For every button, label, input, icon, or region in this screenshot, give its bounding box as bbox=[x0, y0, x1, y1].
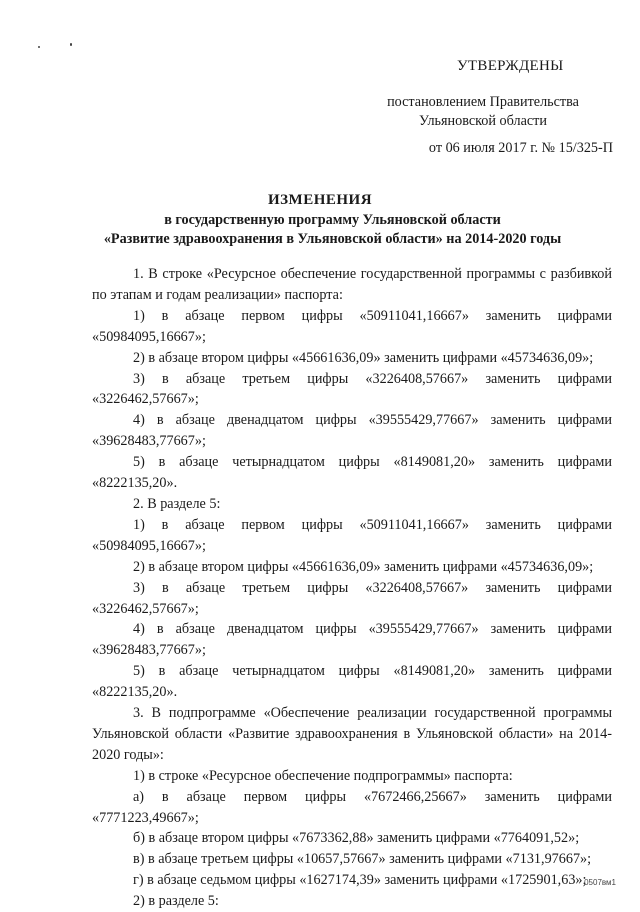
subtitle-line-1: в государственную программу Ульяновской области bbox=[164, 212, 501, 228]
approval-line-1: постановлением Правительства bbox=[387, 94, 579, 110]
approval-date: от 06 июля 2017 г. № 15/325-П bbox=[428, 140, 613, 156]
scan-speck bbox=[70, 43, 72, 46]
document-subtitle bbox=[60, 211, 605, 249]
paragraph: 2) в абзаце втором цифры «45661636,09» заменить цифрами «45734636,09»; bbox=[133, 558, 594, 575]
paragraph: 2) в разделе 5: bbox=[133, 893, 219, 910]
document-code: 0507вм1 bbox=[584, 878, 616, 887]
document-body bbox=[92, 264, 612, 912]
paragraph: 1. В строке «Ресурсное обеспечение государственной программы с разбивкой по этапам и годам реализации» паспорта: bbox=[92, 266, 612, 303]
paragraph: а) в абзаце первом цифры «7672466,25667» заменить цифрами «7771223,49667»; bbox=[92, 788, 612, 826]
paragraph: 5) в абзаце четырнадцатом цифры «8149081,20» заменить цифрами «8222135,20». bbox=[92, 454, 612, 492]
paragraph: 1) в строке «Ресурсное обеспечение подпрограммы» паспорта: bbox=[133, 767, 513, 784]
paragraph: г) в абзаце седьмом цифры «1627174,39» заменить цифрами «1725901,63»; bbox=[133, 872, 587, 889]
paragraph: 4) в абзаце двенадцатом цифры «39555429,77667» заменить цифрами «39628483,77667»; bbox=[92, 621, 612, 659]
approval-line-2: Ульяновской области bbox=[419, 113, 547, 129]
paragraph: 3. В подпрограмме «Обеспечение реализации государственной программы Ульяновской области «Развитие здравоохранения в Ульяновской области» на 2014-2020 годы»: bbox=[92, 705, 612, 763]
paragraph: в) в абзаце третьем цифры «10657,57667» заменить цифрами «7131,97667»; bbox=[133, 851, 592, 868]
paragraph: 1) в абзаце первом цифры «50911041,16667» заменить цифрами «50984095,16667»; bbox=[92, 307, 612, 345]
paragraph: 4) в абзаце двенадцатом цифры «39555429,77667» заменить цифрами «39628483,77667»; bbox=[92, 412, 612, 450]
subtitle-line-2: «Развитие здравоохранения в Ульяновской области» на 2014-2020 годы bbox=[103, 231, 562, 247]
paragraph: 2) в абзаце втором цифры «45661636,09» заменить цифрами «45734636,09»; bbox=[133, 349, 594, 366]
document-title: ИЗМЕНЕНИЯ bbox=[267, 192, 373, 208]
paragraph: 5) в абзаце четырнадцатом цифры «8149081,20» заменить цифрами «8222135,20». bbox=[92, 663, 612, 701]
paragraph: 1) в абзаце первом цифры «50911041,16667» заменить цифрами «50984095,16667»; bbox=[92, 516, 612, 554]
paragraph: 2. В разделе 5: bbox=[133, 495, 221, 512]
paragraph: 3) в абзаце третьем цифры «3226408,57667» заменить цифрами «3226462,57667»; bbox=[92, 579, 612, 617]
paragraph: 3) в абзаце третьем цифры «3226408,57667» заменить цифрами «3226462,57667»; bbox=[92, 370, 612, 408]
paragraph: б) в абзаце втором цифры «7673362,88» заменить цифрами «7764091,52»; bbox=[133, 830, 580, 847]
approval-stamp: УТВЕРЖДЕНЫ bbox=[457, 58, 564, 74]
approval-block bbox=[353, 93, 613, 158]
scan-speck bbox=[38, 46, 40, 48]
